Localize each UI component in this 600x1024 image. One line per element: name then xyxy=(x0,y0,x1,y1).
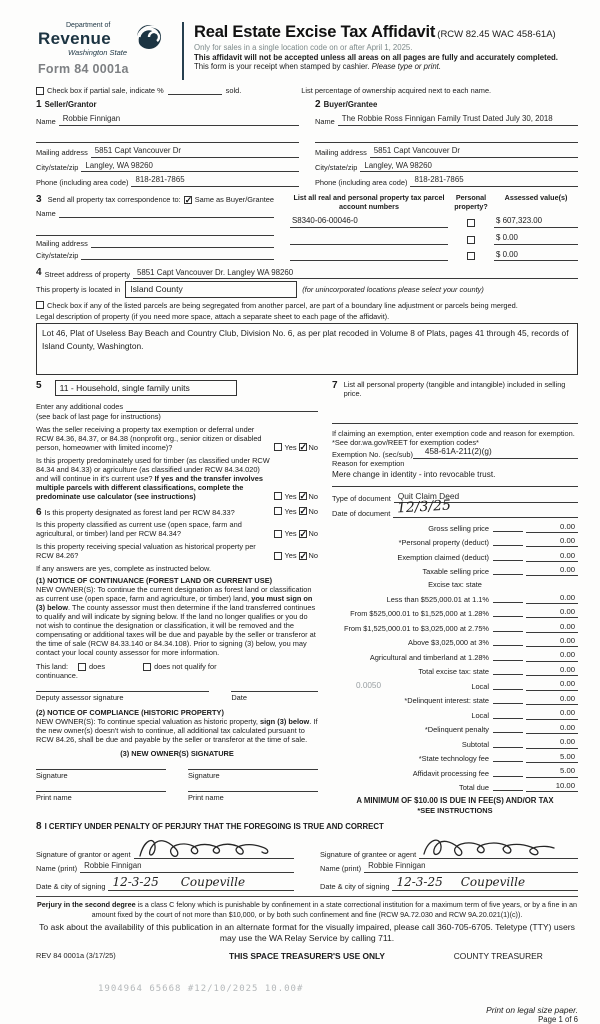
header-note-2: This affidavit will not be accepted unless all areas on all pages are fully and accurately completed. xyxy=(194,52,558,62)
gross-selling-price-field[interactable]: 0.00 xyxy=(526,522,578,533)
perjury-notice: Perjury in the second degree is a class C felony which is punishable by confinement in a state correctional institution for a maximum term of five years, or by a fine in an amount fixed by the court of not more than $10,000, or by both such confinement and fine (RCW 9A.72.030 and RCW 9A.20.021(1)(c)). xyxy=(36,896,578,919)
owner-signature-row xyxy=(36,769,318,780)
owner-printname-row xyxy=(36,791,318,802)
county-select[interactable]: Island County xyxy=(125,281,297,297)
total-excise-state-field[interactable]: 0.00 xyxy=(526,665,578,676)
rev-number: REV 84 0001a (3/17/25) xyxy=(36,951,116,961)
personal-property-checkbox-3[interactable] xyxy=(467,252,475,260)
partial-sale-suffix: sold. xyxy=(225,86,242,95)
q1-yes-checkbox[interactable] xyxy=(274,443,282,451)
segregated-checkbox[interactable] xyxy=(36,301,44,309)
section1-title: Seller/Grantor xyxy=(44,100,97,110)
date-of-document-field[interactable]: 12/3/25 xyxy=(393,504,578,518)
grantee-printed-name-field[interactable]: Robbie Finnigan xyxy=(364,861,578,873)
q4-no-checkbox[interactable] xyxy=(299,530,307,538)
q3-yes-checkbox[interactable] xyxy=(274,507,282,515)
same-as-buyer-label: Same as Buyer/Grantee xyxy=(194,195,274,205)
parcel-row xyxy=(290,233,578,245)
delinquent-interest-local-field[interactable]: 0.00 xyxy=(526,708,578,719)
ownership-note: List percentage of ownership acquired next to each name. xyxy=(301,86,492,95)
personal-property-list-field[interactable] xyxy=(332,398,578,424)
section8-number: 8 xyxy=(36,820,42,832)
owner-printname-field-1[interactable]: Print name xyxy=(36,791,166,802)
legal-size-note: Print on legal size paper. xyxy=(486,1004,578,1015)
notice1-title: (1) NOTICE OF CONTINUANCE (FOREST LAND OR CURRENT USE) xyxy=(36,576,273,586)
additional-codes-label: Enter any additional codes xyxy=(36,402,124,412)
q5-yes-checkbox[interactable] xyxy=(274,552,282,560)
buyer-city-field[interactable]: Langley, WA 98260 xyxy=(360,161,578,173)
personal-property-checkbox-1[interactable] xyxy=(467,219,475,227)
agency-dept-label: Department of xyxy=(66,22,111,29)
right-column: 7 List all personal property (tangible and intangible) included in selling price. If claiming an exemption, enter exemption code and reason for exemption. *See dor.wa.gov/REET for exemption codes* Exemption No. (sec/sub) 458-61A-211(2)(g) Reason for exemption Mere change in identity - into revocable trust. Type of document Quit Claim Deed Date of document 12/3/25 Gross selling price 0.00 *Personal property (deduct) 0.00 Exemption claimed (deduct) 0.00 Taxable selling price 0.00 Excise tax: state Less than $525,000.01 at 1.1% 0.00 From $525,000.01 to $1,525,000 at 1.28% 0.00 From $1,525,000.01 to $3,025,000 at 2.75% 0.00 Above $3,025,000 at 3% 0.00 Agricultural and timberland at 1.28% 0.00 Total excise tax: state 0.00 0.0050 Local 0.00 *Delinquent interest: state 0.00 Local 0.00 *Delinquent penalty 0.00 Subtotal 0.00 *State technology fee 5.00 Affidavit processing fee 5.00 Total due 10.00 A MINIMUM OF $10.00 IS DUE IN FEE(S) AND/OR TAX *SEE INSTRUCTIONS xyxy=(332,380,578,815)
correspondence-intro: Send all property tax correspondence to: xyxy=(47,195,181,205)
personal-property-header: Personal property? xyxy=(454,192,488,211)
county-treasurer-label: COUNTY TREASURER xyxy=(453,951,543,962)
assessor-date-field[interactable]: Date xyxy=(231,691,318,702)
grantor-certification: Signature of grantor or agent Name (print) Robbie Finnigan Date & city of signing 12-3-25 Coupeville xyxy=(36,833,294,891)
see-back-note: (see back of last page for instructions) xyxy=(36,411,161,421)
personal-property-title: List all personal property (tangible and intangible) included in selling price. xyxy=(343,380,566,399)
section4-number: 4 xyxy=(36,267,42,279)
personal-property-deduct-field[interactable]: 0.00 xyxy=(526,536,578,547)
current-use-question: Is this property classified as current use (open space, farm and agricultural, or timber) land per RCW 84.34? Yes ✓ No xyxy=(36,520,318,538)
reason-label: Reason for exemption xyxy=(332,459,405,469)
buyer-mailing-field[interactable]: 5851 Capt Vancouver Dr xyxy=(370,146,578,158)
continuance-label: continuance. xyxy=(36,671,78,681)
section5-number: 5 xyxy=(36,380,42,391)
type-of-document-field[interactable]: Quit Claim Deed xyxy=(394,491,578,503)
local-rate-value: 0.0050 xyxy=(356,680,382,690)
parcel-table xyxy=(290,194,578,261)
exemption-note: If claiming an exemption, enter exemption code and reason for exemption. *See dor.wa.gov/REET for exemption codes* xyxy=(332,429,575,448)
seller-grantor-block: 1 Seller/Grantor Name Robbie Finnigan Mailing address 5851 Capt Vancouver Dr City/state/zip Langley, WA 98260 Phone (including area code) 818-281-7865 xyxy=(36,99,299,187)
local-tax-field[interactable]: 0.00 xyxy=(526,679,578,690)
section1-number: 1 xyxy=(36,99,42,111)
assessor-signature-row xyxy=(36,691,318,702)
exemption-no-field[interactable]: 458-61A-211(2)(g) xyxy=(413,447,578,459)
tier3-tax-field[interactable]: 0.00 xyxy=(526,622,578,633)
same-as-buyer-checkbox[interactable] xyxy=(184,196,192,204)
taxable-selling-price-field[interactable]: 0.00 xyxy=(526,565,578,576)
owner-signature-field-1[interactable]: Signature xyxy=(36,769,166,780)
parcel-number-field[interactable]: S8340-06-00046-0 xyxy=(290,216,448,228)
cashier-stamp: 1904964 65668 #12/10/2025 10.00# xyxy=(98,983,304,994)
dor-swirl-icon xyxy=(134,23,166,55)
seller-name-field[interactable]: Robbie Finnigan xyxy=(59,114,299,126)
section2-number: 2 xyxy=(315,99,321,111)
county-note: (for unincorporated locations please select your county) xyxy=(302,285,484,295)
correspondence-block: 3 Send all property tax correspondence to: ✓ Same as Buyer/Grantee Name Mailing address City/state/zip xyxy=(36,194,274,261)
affidavit-processing-fee-field[interactable]: 5.00 xyxy=(526,766,578,777)
subtotal-field[interactable]: 0.00 xyxy=(526,737,578,748)
correspondence-mailing-field[interactable] xyxy=(91,239,274,248)
personal-property-checkbox-2[interactable] xyxy=(467,236,475,244)
tier4-tax-field[interactable]: 0.00 xyxy=(526,636,578,647)
if-yes-note: If any answers are yes, complete as instructed below. xyxy=(36,564,211,574)
section6-number: 6 xyxy=(36,506,42,518)
exemption-no-label: Exemption No. (sec/sub) xyxy=(332,450,413,460)
parcel-numbers-header: List all real and personal property tax parcel account numbers xyxy=(293,192,445,211)
assessed-value-field[interactable]: $ 0.00 xyxy=(494,233,578,245)
historical-property-question: Is this property receiving special valuation as historical property per RCW 84.26? Yes ✓ No xyxy=(36,542,318,560)
state-technology-fee-field[interactable]: 5.00 xyxy=(526,752,578,763)
type-of-document-label: Type of document xyxy=(332,494,391,504)
buyer-grantee-block: 2 Buyer/Grantee Name The Robbie Ross Finnigan Family Trust Dated July 30, 2018 Mailing address 5851 Capt Vancouver Dr City/state/zip Langley, WA 98260 Phone (including area code) 818-281-7865 xyxy=(315,99,578,187)
delinquent-penalty-field[interactable]: 0.00 xyxy=(526,723,578,734)
parcel-row xyxy=(290,250,578,262)
located-in-label: This property is located in xyxy=(36,285,121,295)
q1-no-checkbox[interactable] xyxy=(299,443,307,451)
alternate-format-notice: To ask about the availability of this publication in an alternate format for the visually impaired, please call 360-705-6705. Teletype (TTY) users may use the WA Relay Service by calling 711. xyxy=(39,921,575,943)
tier1-tax-field[interactable]: 0.00 xyxy=(526,593,578,604)
does-checkbox[interactable] xyxy=(78,663,86,671)
treasurer-space-label: THIS SPACE TREASURER'S USE ONLY xyxy=(228,951,385,962)
certification-section xyxy=(36,821,578,891)
title-block xyxy=(182,22,578,80)
agency-state-label: Washington State xyxy=(68,48,128,57)
parties-section xyxy=(36,99,578,187)
grantee-date-city-field[interactable]: 12-3-25 Coupeville xyxy=(392,875,578,892)
timber-agriculture-question: Is this property predominately used for timber (as classified under RCW 84.34 and 84.33) or agriculture (as classified under RCW 84.34.020) and will continue in it's current use? If yes and the transfer involves multiple parcels with different classifications, complete the predominate use calculator (see instructions) Yes ✓ No xyxy=(36,456,318,501)
agricultural-tax-field[interactable]: 0.00 xyxy=(526,650,578,661)
partial-sale-label: Check box if partial sale, indicate % xyxy=(47,86,164,95)
assessed-value-field[interactable]: $ 0.00 xyxy=(494,250,578,262)
excise-tax-state-header: Excise tax: state xyxy=(428,580,482,590)
street-address-field[interactable]: 5851 Capt Vancouver Dr. Langley WA 98260 xyxy=(133,268,578,280)
grantor-printed-name-field[interactable]: Robbie Finnigan xyxy=(80,861,294,873)
section3-number: 3 xyxy=(36,193,42,205)
partial-sale-percent-input[interactable] xyxy=(168,94,222,95)
partial-sale-checkbox[interactable] xyxy=(36,87,44,95)
total-due-field[interactable]: 10.00 xyxy=(526,781,578,792)
parcel-number-field[interactable] xyxy=(290,236,448,245)
owner-signature-field-2[interactable]: Signature xyxy=(188,769,318,780)
form-title-ref: (RCW 82.45 WAC 458-61A) xyxy=(437,29,556,40)
buyer-phone-field[interactable]: 818-281-7865 xyxy=(410,175,578,187)
land-qualify-row: This land: does does not qualify for xyxy=(36,662,217,672)
segregated-label: Check box if any of the listed parcels are being segregated from another parcel, are part of a boundary line adjustment or parcels being merged. xyxy=(47,300,518,310)
tax-correspondence-section xyxy=(36,194,578,261)
section2-title: Buyer/Grantee xyxy=(323,100,378,110)
does-not-checkbox[interactable] xyxy=(143,663,151,671)
form-header xyxy=(36,22,578,80)
footer-row xyxy=(36,951,578,961)
assessed-value-field[interactable]: $ 607,323.00 xyxy=(494,216,578,228)
section7-number: 7 xyxy=(332,380,338,391)
owner-printname-field-2[interactable]: Print name xyxy=(188,791,318,802)
print-note-block xyxy=(36,1005,578,1024)
minimum-due-note: A MINIMUM OF $10.00 IS DUE IN FEE(S) AND/OR TAX xyxy=(356,796,554,806)
property-location-section xyxy=(36,267,578,375)
seller-mailing-field[interactable]: 5851 Capt Vancouver Dr xyxy=(91,146,299,158)
see-instructions-note: *SEE INSTRUCTIONS xyxy=(417,805,493,815)
correspondence-name2-field[interactable] xyxy=(36,227,274,236)
partial-sale-row xyxy=(36,86,578,95)
legal-description-label: Legal description of property (if you need more space, attach a separate sheet to each page of the affidavit). xyxy=(36,311,390,321)
correspondence-name-field[interactable] xyxy=(59,209,274,218)
notice2-title: (2) NOTICE OF COMPLIANCE (HISTORIC PROPERTY) xyxy=(36,707,224,717)
new-owner-signature-title: (3) NEW OWNER(S) SIGNATURE xyxy=(120,748,234,758)
correspondence-city-field[interactable] xyxy=(81,251,274,260)
exemption-claimed-field[interactable]: 0.00 xyxy=(526,551,578,562)
deputy-assessor-signature-field[interactable]: Deputy assessor signature xyxy=(36,691,209,702)
form-number: Form 84 0001a xyxy=(38,62,129,76)
seller-phone-field[interactable]: 818-281-7865 xyxy=(131,175,299,187)
tier2-tax-field[interactable]: 0.00 xyxy=(526,607,578,618)
grantee-certification: Signature of grantee or agent Name (print) Robbie Finnigan Date & city of signing 12-3-25 Coupeville xyxy=(320,833,578,891)
date-of-document-label: Date of document xyxy=(332,509,391,519)
main-columns xyxy=(36,380,578,815)
legal-description-field[interactable]: Lot 46, Plat of Useless Bay Beach and Country Club, Division No. 6, as per plat recoded in Volume 8 of Plats, pages 41 through 45, records of Island County, Washington. xyxy=(36,323,578,375)
grantor-date-city-field[interactable]: 12-3-25 Coupeville xyxy=(108,875,294,892)
q2-yes-checkbox[interactable] xyxy=(274,492,282,500)
grantee-signature-field[interactable] xyxy=(419,835,578,859)
assessed-values-header: Assessed value(s) xyxy=(504,192,568,202)
header-note-1: Only for sales in a single location code on or after April 1, 2025. xyxy=(194,43,413,53)
notice2-body: NEW OWNER(S): To continue special valuation as historic property, sign (3) below. If the new owner(s) doesn't wish to continue, all additional tax calculated pursuant to RCW 84.26, shall be due and payable by the seller or transferor at the time of sale. xyxy=(36,716,318,744)
header-note-3: This form is your receipt when stamped by cashier. Please type or print. xyxy=(194,62,442,72)
form-title: Real Estate Excise Tax Affidavit xyxy=(194,23,436,41)
delinquent-interest-state-field[interactable]: 0.00 xyxy=(526,694,578,705)
certification-title: I CERTIFY UNDER PENALTY OF PERJURY THAT THE FOREGOING IS TRUE AND CORRECT xyxy=(44,821,384,831)
q2-no-checkbox[interactable] xyxy=(299,492,307,500)
grantor-signature-field[interactable] xyxy=(134,835,295,859)
q5-no-checkbox[interactable] xyxy=(299,552,307,560)
parcel-row xyxy=(290,216,578,228)
q4-yes-checkbox[interactable] xyxy=(274,530,282,538)
additional-codes-field[interactable] xyxy=(126,403,318,412)
agency-name: Revenue xyxy=(38,29,111,48)
parcel-number-field[interactable] xyxy=(290,252,448,261)
forest-land-question: 6 Is this property designated as forest land per RCW 84.33? Yes ✓ No xyxy=(36,507,318,519)
buyer-name2-field[interactable] xyxy=(315,134,578,143)
page-indicator: Page 1 of 6 xyxy=(538,1014,578,1024)
land-use-code-field[interactable]: 11 - Household, single family units xyxy=(55,380,237,396)
reason-field[interactable]: Mere change in identity - into revocable trust. xyxy=(332,470,496,480)
left-column xyxy=(36,380,318,815)
street-address-label: Street address of property xyxy=(44,270,131,280)
q3-no-checkbox[interactable] xyxy=(299,507,307,515)
dor-logo xyxy=(36,22,178,80)
seller-name2-field[interactable] xyxy=(36,134,299,143)
notice1-body: NEW OWNER(S): To continue the current designation as forest land or classification as current use (open space, farm and agriculture, or timber) land, you must sign on (3) below. The county assessor must then determine if the land transferred continues to qualify and will indicate by signing below. If the land no longer qualifies or you do not wish to continue the designation or classification, it will be removed and the compensating or additional taxes will be due and payable by the seller or transferor at the time of sale (RCW 84.33.140 or 84.34.108). Prior to signing (3) below, you may contact your local county assessor for more information. xyxy=(36,585,316,658)
buyer-name-field[interactable]: The Robbie Ross Finnigan Family Trust Dated July 30, 2018 xyxy=(338,114,578,126)
seller-city-field[interactable]: Langley, WA 98260 xyxy=(81,161,299,173)
exemption-deferral-question: Was the seller receiving a property tax exemption or deferral under RCW 84.36, 84.37, or 84.38 (nonprofit org., senior citizen or disabled person, homeowner with limited income)? Yes ✓ No xyxy=(36,425,318,452)
